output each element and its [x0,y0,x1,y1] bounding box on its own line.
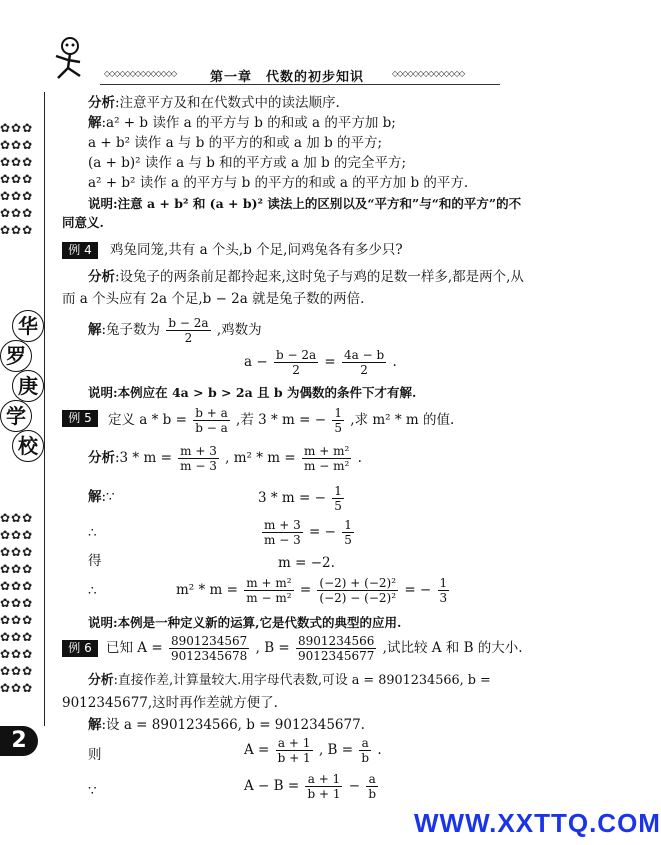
solution-prev-3: (a + b)² 读作 a 与 b 和的平方或 a 加 b 的完全平方; [88,155,407,171]
example-6-analysis-1: 分析:直接作差,计算量较大.用字母代表数,可设 a = 8901234566, b = [88,673,491,688]
example-5-analysis: 分析:3 * m = $\frac{m + 3}{m - 3}$ , m² * m = $\frac{\text{m + m²}}{\text{m − m²}}$ . [88,444,362,473]
example-5-get: 得 [88,553,102,569]
analysis-prev: 分析:注意平方及和在代数式中的读法顺序. [88,95,340,111]
sidebar-divider [44,92,45,726]
example-4-note: 说明:本例应在 4a > b > 2a 且 b 为偶数的条件下才有解. [88,385,417,400]
note-prev-1: 说明:注意 a + b² 和 (a + b)² 读法上的区别以及“平方和”与“和的平方”的不 [88,196,522,211]
example-4-analysis-2: 而 a 个头应有 2a 个足,b − 2a 就是兔子数的两倍. [62,291,365,307]
school-char-2: 罗 [0,340,32,372]
example-4-solution: 解:兔子数为 $\frac{b - 2a}{2}$ ,鸡数为 [88,316,262,345]
example-5-eq4: m² * m = $\frac{\text{m + m²}}{\text{m − m²}}$ = $\frac{\text{(−2) + (−2)²}}{\text{(−2) − (−2)²}}$ = − $\frac{1}{3}$ [176,576,448,605]
runner-icon [46,34,96,84]
watermark-url: WWW.XXTTQ.COM [414,808,661,838]
example-6-question: 已知 A = $\frac{8901234567}{9012345678}$ , B = $\frac{8901234566}{9012345677}$ ,试比较 A 和 B 的大小. [106,634,523,663]
chapter-title: 第一章 代数的初步知识 [210,70,365,85]
example-5-eq3: m = −2. [278,555,335,571]
rabbit-fraction: $\frac{b - 2a}{2}$ [168,316,209,345]
example-5-tag: 例 5 [62,410,98,427]
note-prev-2: 同意义. [62,215,104,230]
example-6-because: ∵ [88,783,97,799]
sidebar-flowers-bottom: ✿✿✿ ✿✿✿ ✿✿✿ ✿✿✿ ✿✿✿ ✿✿✿ ✿✿✿ ✿✿✿ ✿✿✿ ✿✿✿ ✿✿✿ [0,511,34,695]
example-5-note: 说明:本例是一种定义新的运算,它是代数式的典型的应用. [88,615,402,630]
example-6-then: 则 [88,747,102,763]
solution-prev-4: a² + b² 读作 a 的平方与 b 的平方的和或 a 的平方加 b 的平方. [88,175,469,191]
example-5-solution-label: 解:∵ [88,489,115,505]
page-number: 2 [0,726,38,756]
sidebar-flowers-top: ✿✿✿ ✿✿✿ ✿✿✿ ✿✿✿ ✿✿✿ ✿✿✿ ✿✿✿ [0,121,34,237]
header-ornament-right: ◇◇◇◇◇◇◇◇◇◇◇◇◇◇ [392,69,465,78]
runner-logo [46,34,96,84]
example-5-therefore-2: ∴ [88,583,97,599]
example-5-therefore-1: ∴ [88,525,97,541]
example-4-analysis-1: 分析:设兔子的两条前足都拎起来,这时兔子与鸡的足数一样多,都是两个,从 [88,269,524,285]
header-ornament-left: ◇◇◇◇◇◇◇◇◇◇◇◇◇◇ [104,69,177,78]
example-5-eq2: $\frac{m + 3}{m - 3}$ = − $\frac{1}{5}$ [264,518,352,547]
solution-prev-1: 解:a² + b 读作 a 的平方与 b 的和或 a 的平方加 b; [88,115,396,131]
school-char-3: 庚 [12,370,44,402]
solution-prev-2: a + b² 读作 a 与 b 的平方的和或 a 加 b 的平方; [88,135,383,151]
example-5-eq1: 3 * m = − $\frac{1}{5}$ [258,484,342,513]
example-4-chicken-formula: a − $\frac{b - 2a}{2}$ = $\frac{4a - b}{2}$ . [244,348,397,377]
school-char-1: 华 [12,310,44,342]
example-4-question: 鸡兔同笼,共有 a 个头,b 个足,问鸡兔各有多少只? [110,242,403,258]
example-6-tag: 例 6 [62,640,98,657]
school-char-5: 校 [12,430,44,462]
example-6-row1: A = $\frac{a + 1}{b + 1}$ , B = $\frac{a}{b}$ . [244,736,382,765]
example-6-analysis-2: 9012345677,这时再作差就方便了. [62,695,278,711]
school-char-4: 学 [0,400,32,432]
example-5-question: 定义 a * b = $\frac{b + a}{b - a}$ ,若 3 * m = − $\frac{1}{5}$ ,求 m² * m 的值. [108,406,455,435]
example-4-tag: 例 4 [62,242,98,259]
header-rule [100,84,500,85]
example-6-row2: A − B = $\frac{a + 1}{b + 1}$ − $\frac{a}{b}$ [244,772,377,801]
example-6-solution: 解:设 a = 8901234566, b = 9012345677. [88,717,365,733]
